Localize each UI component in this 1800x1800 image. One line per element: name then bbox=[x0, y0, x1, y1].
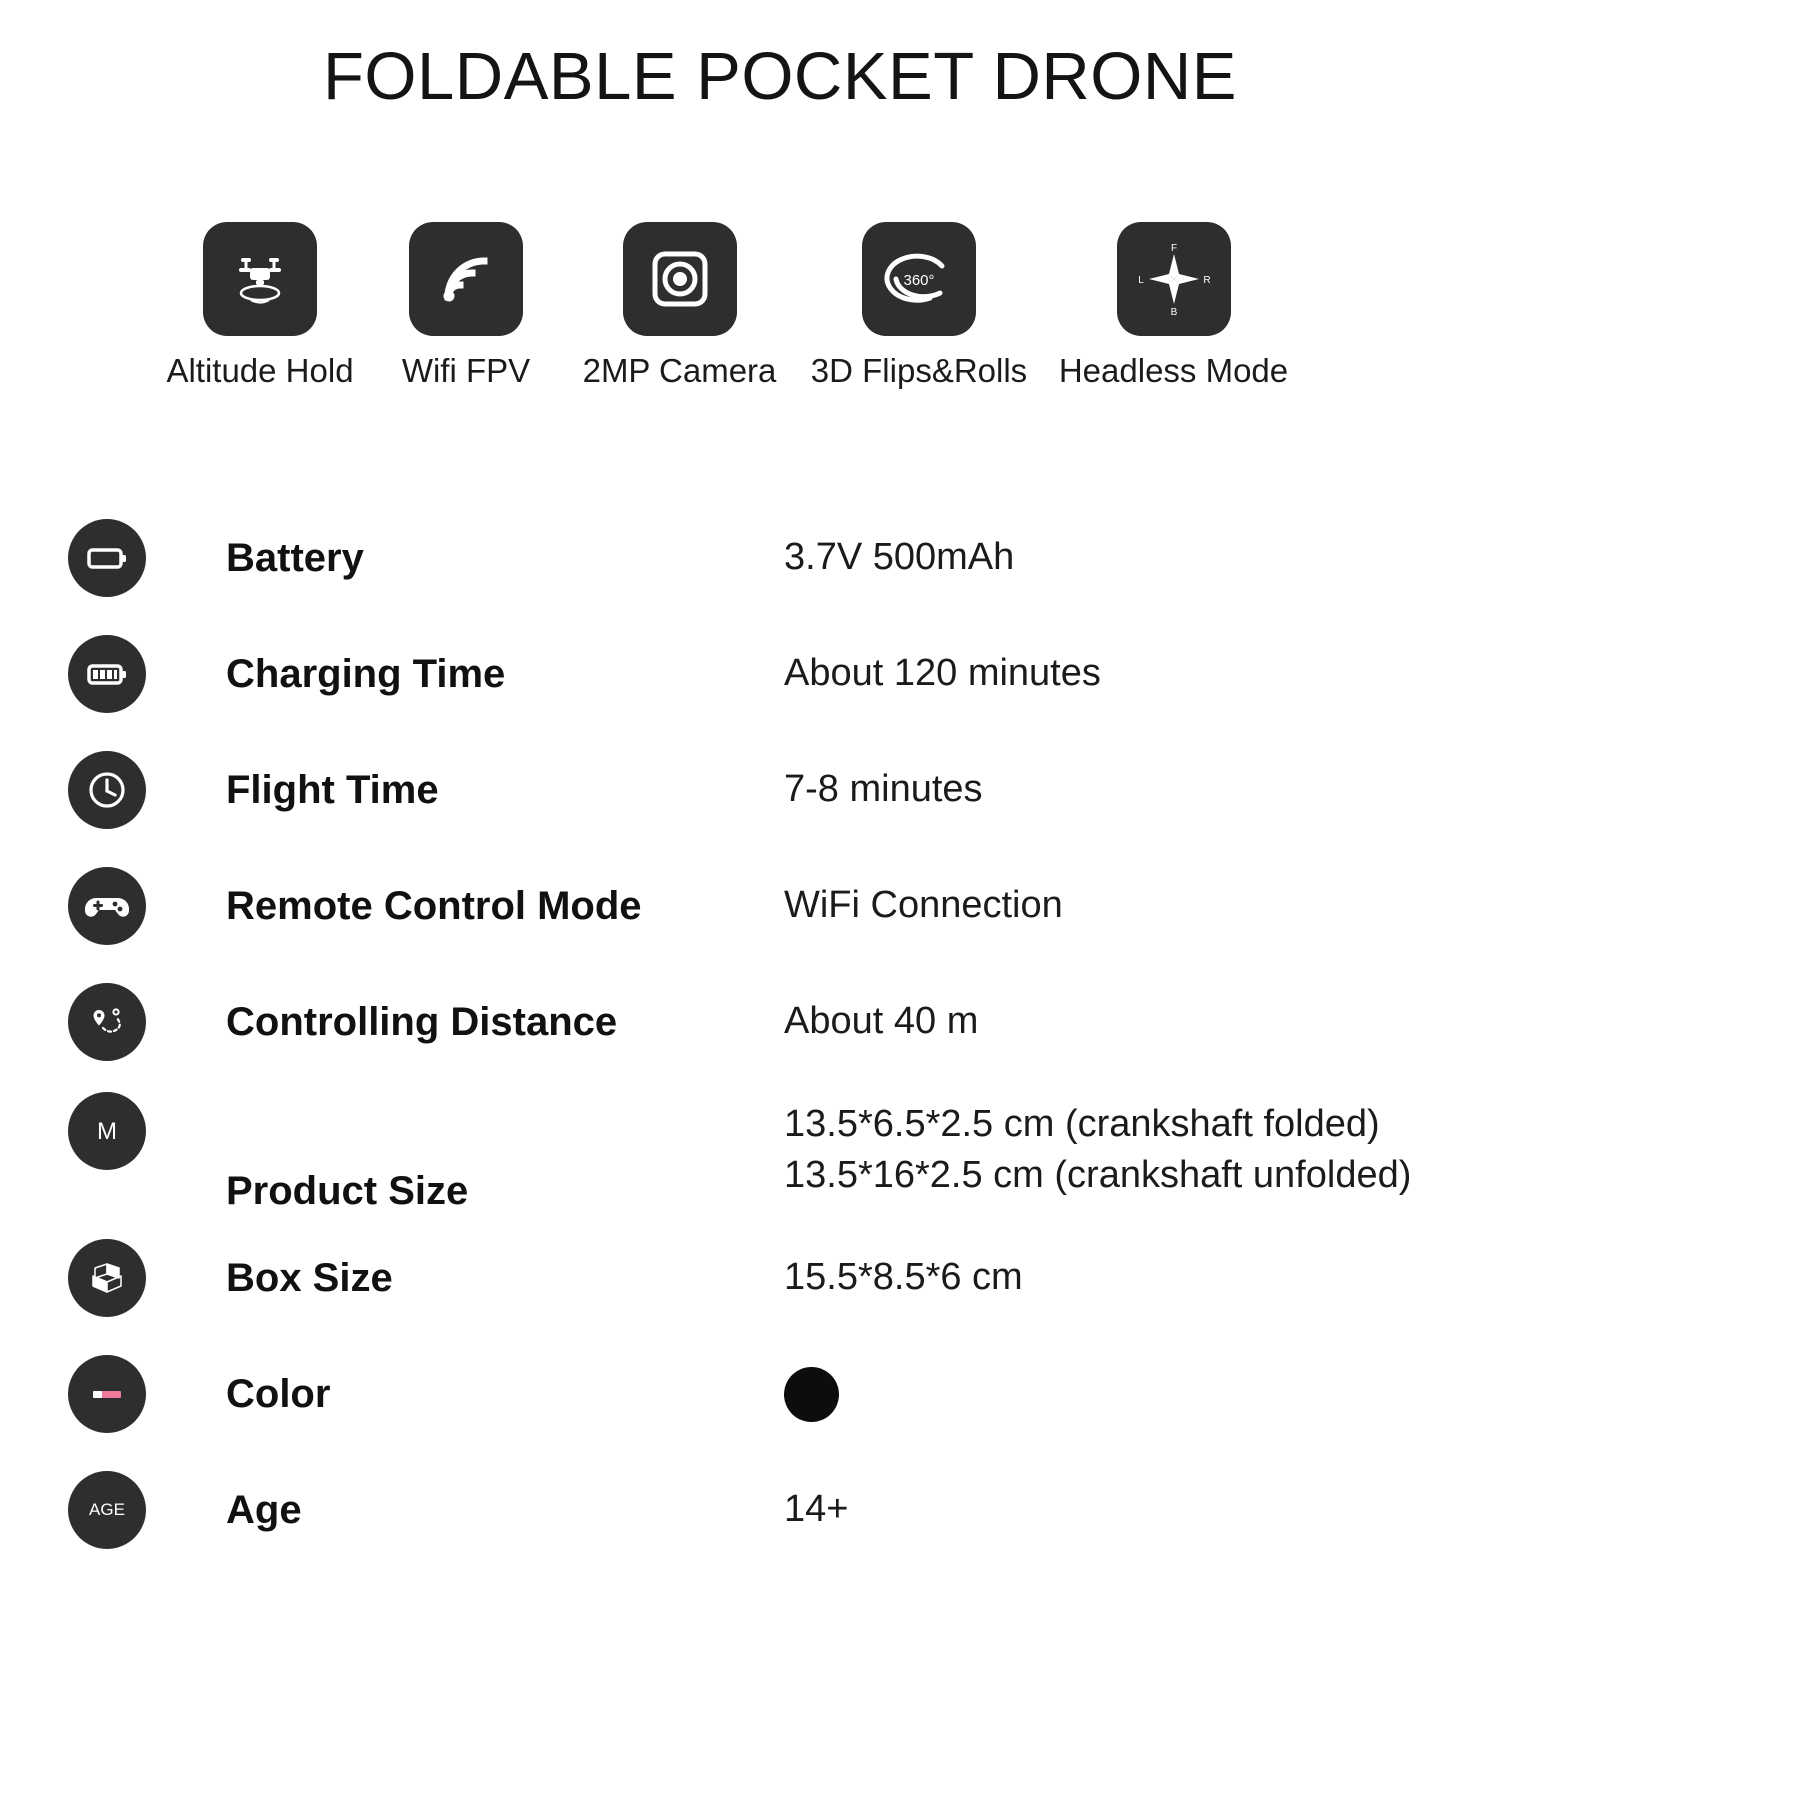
spec-label: Controlling Distance bbox=[226, 999, 618, 1044]
feature-item bbox=[803, 222, 1035, 390]
feature-label: Wifi FPV bbox=[401, 352, 531, 389]
spec-label: Product Size bbox=[226, 1169, 469, 1213]
color-swatch-icon bbox=[68, 1355, 146, 1433]
360-rotation-icon bbox=[881, 241, 957, 317]
spec-row bbox=[0, 1220, 1800, 1336]
spec-icon-wrap bbox=[0, 1080, 214, 1170]
feature-item bbox=[572, 222, 787, 390]
spec-label: Charging Time bbox=[226, 651, 506, 696]
spec-row bbox=[0, 848, 1800, 964]
measure-m-icon bbox=[68, 1092, 146, 1170]
spec-value: 14+ bbox=[784, 1488, 849, 1531]
spec-row bbox=[0, 964, 1800, 1080]
spec-icon-wrap bbox=[0, 1355, 214, 1433]
feature-badge bbox=[1117, 222, 1231, 336]
age-icon bbox=[68, 1471, 146, 1549]
product-size-line-1: 13.5*6.5*2.5 cm (crankshaft folded) bbox=[784, 1102, 1380, 1145]
compass-icon bbox=[1133, 238, 1215, 320]
spec-row bbox=[0, 500, 1800, 616]
svg-text:B: B bbox=[1170, 307, 1177, 318]
spec-label: Box Size bbox=[226, 1255, 393, 1300]
spec-row bbox=[0, 732, 1800, 848]
spec-value: 15.5*8.5*6 cm bbox=[784, 1256, 1023, 1299]
svg-text:AGE: AGE bbox=[89, 1500, 125, 1519]
feature-badge bbox=[409, 222, 523, 336]
svg-text:360°: 360° bbox=[903, 272, 935, 289]
feature-label: 2MP Camera bbox=[582, 352, 777, 389]
spec-value: About 40 m bbox=[784, 1000, 979, 1043]
feature-item bbox=[160, 222, 360, 390]
spec-value: WiFi Connection bbox=[784, 884, 1063, 927]
spec-icon-wrap bbox=[0, 751, 214, 829]
spec-icon-wrap bbox=[0, 1239, 214, 1317]
route-pin-icon bbox=[68, 983, 146, 1061]
spec-label: Flight Time bbox=[226, 767, 439, 812]
spec-value bbox=[684, 1099, 1800, 1202]
spec-label: Age bbox=[226, 1487, 302, 1532]
svg-text:M: M bbox=[97, 1118, 117, 1145]
svg-text:F: F bbox=[1170, 243, 1177, 254]
wifi-signal-icon bbox=[431, 244, 501, 314]
spec-value: 3.7V 500mAh bbox=[784, 536, 1015, 579]
svg-text:R: R bbox=[1202, 275, 1211, 286]
spec-label: Remote Control Mode bbox=[226, 883, 642, 928]
spec-label: Battery bbox=[226, 535, 364, 580]
feature-label: 3D Flips&Rolls bbox=[810, 352, 1028, 389]
spec-value: 7-8 minutes bbox=[784, 768, 983, 811]
drone-icon bbox=[223, 242, 297, 316]
feature-badge bbox=[203, 222, 317, 336]
spec-row bbox=[0, 1336, 1800, 1452]
feature-badge bbox=[623, 222, 737, 336]
spec-row bbox=[0, 1452, 1800, 1568]
feature-item bbox=[1051, 222, 1296, 390]
spec-value bbox=[684, 1367, 1800, 1422]
camera-icon bbox=[646, 245, 714, 313]
spec-value: About 120 minutes bbox=[784, 652, 1101, 695]
spec-list bbox=[0, 500, 1800, 1568]
feature-badge bbox=[862, 222, 976, 336]
page-title: FOLDABLE POCKET DRONE bbox=[323, 39, 1237, 114]
battery-icon bbox=[68, 519, 146, 597]
open-box-icon bbox=[68, 1239, 146, 1317]
clock-icon bbox=[68, 751, 146, 829]
spec-icon-wrap bbox=[0, 519, 214, 597]
feature-label: Altitude Hold bbox=[166, 352, 354, 389]
spec-icon-wrap bbox=[0, 635, 214, 713]
spec-row bbox=[0, 616, 1800, 732]
spec-label: Color bbox=[226, 1371, 331, 1416]
gamepad-icon bbox=[68, 867, 146, 945]
battery-charging-icon bbox=[68, 635, 146, 713]
spec-icon-wrap bbox=[0, 983, 214, 1061]
feature-item bbox=[376, 222, 556, 390]
product-size-line-2: 13.5*16*2.5 cm (crankshaft unfolded) bbox=[784, 1154, 1412, 1196]
feature-icon-row bbox=[160, 222, 1296, 390]
spec-icon-wrap bbox=[0, 867, 214, 945]
feature-label: Headless Mode bbox=[1058, 352, 1289, 389]
color-swatch-black bbox=[784, 1367, 839, 1422]
spec-icon-wrap bbox=[0, 1471, 214, 1549]
svg-text:L: L bbox=[1137, 275, 1144, 286]
spec-row bbox=[0, 1080, 1800, 1220]
